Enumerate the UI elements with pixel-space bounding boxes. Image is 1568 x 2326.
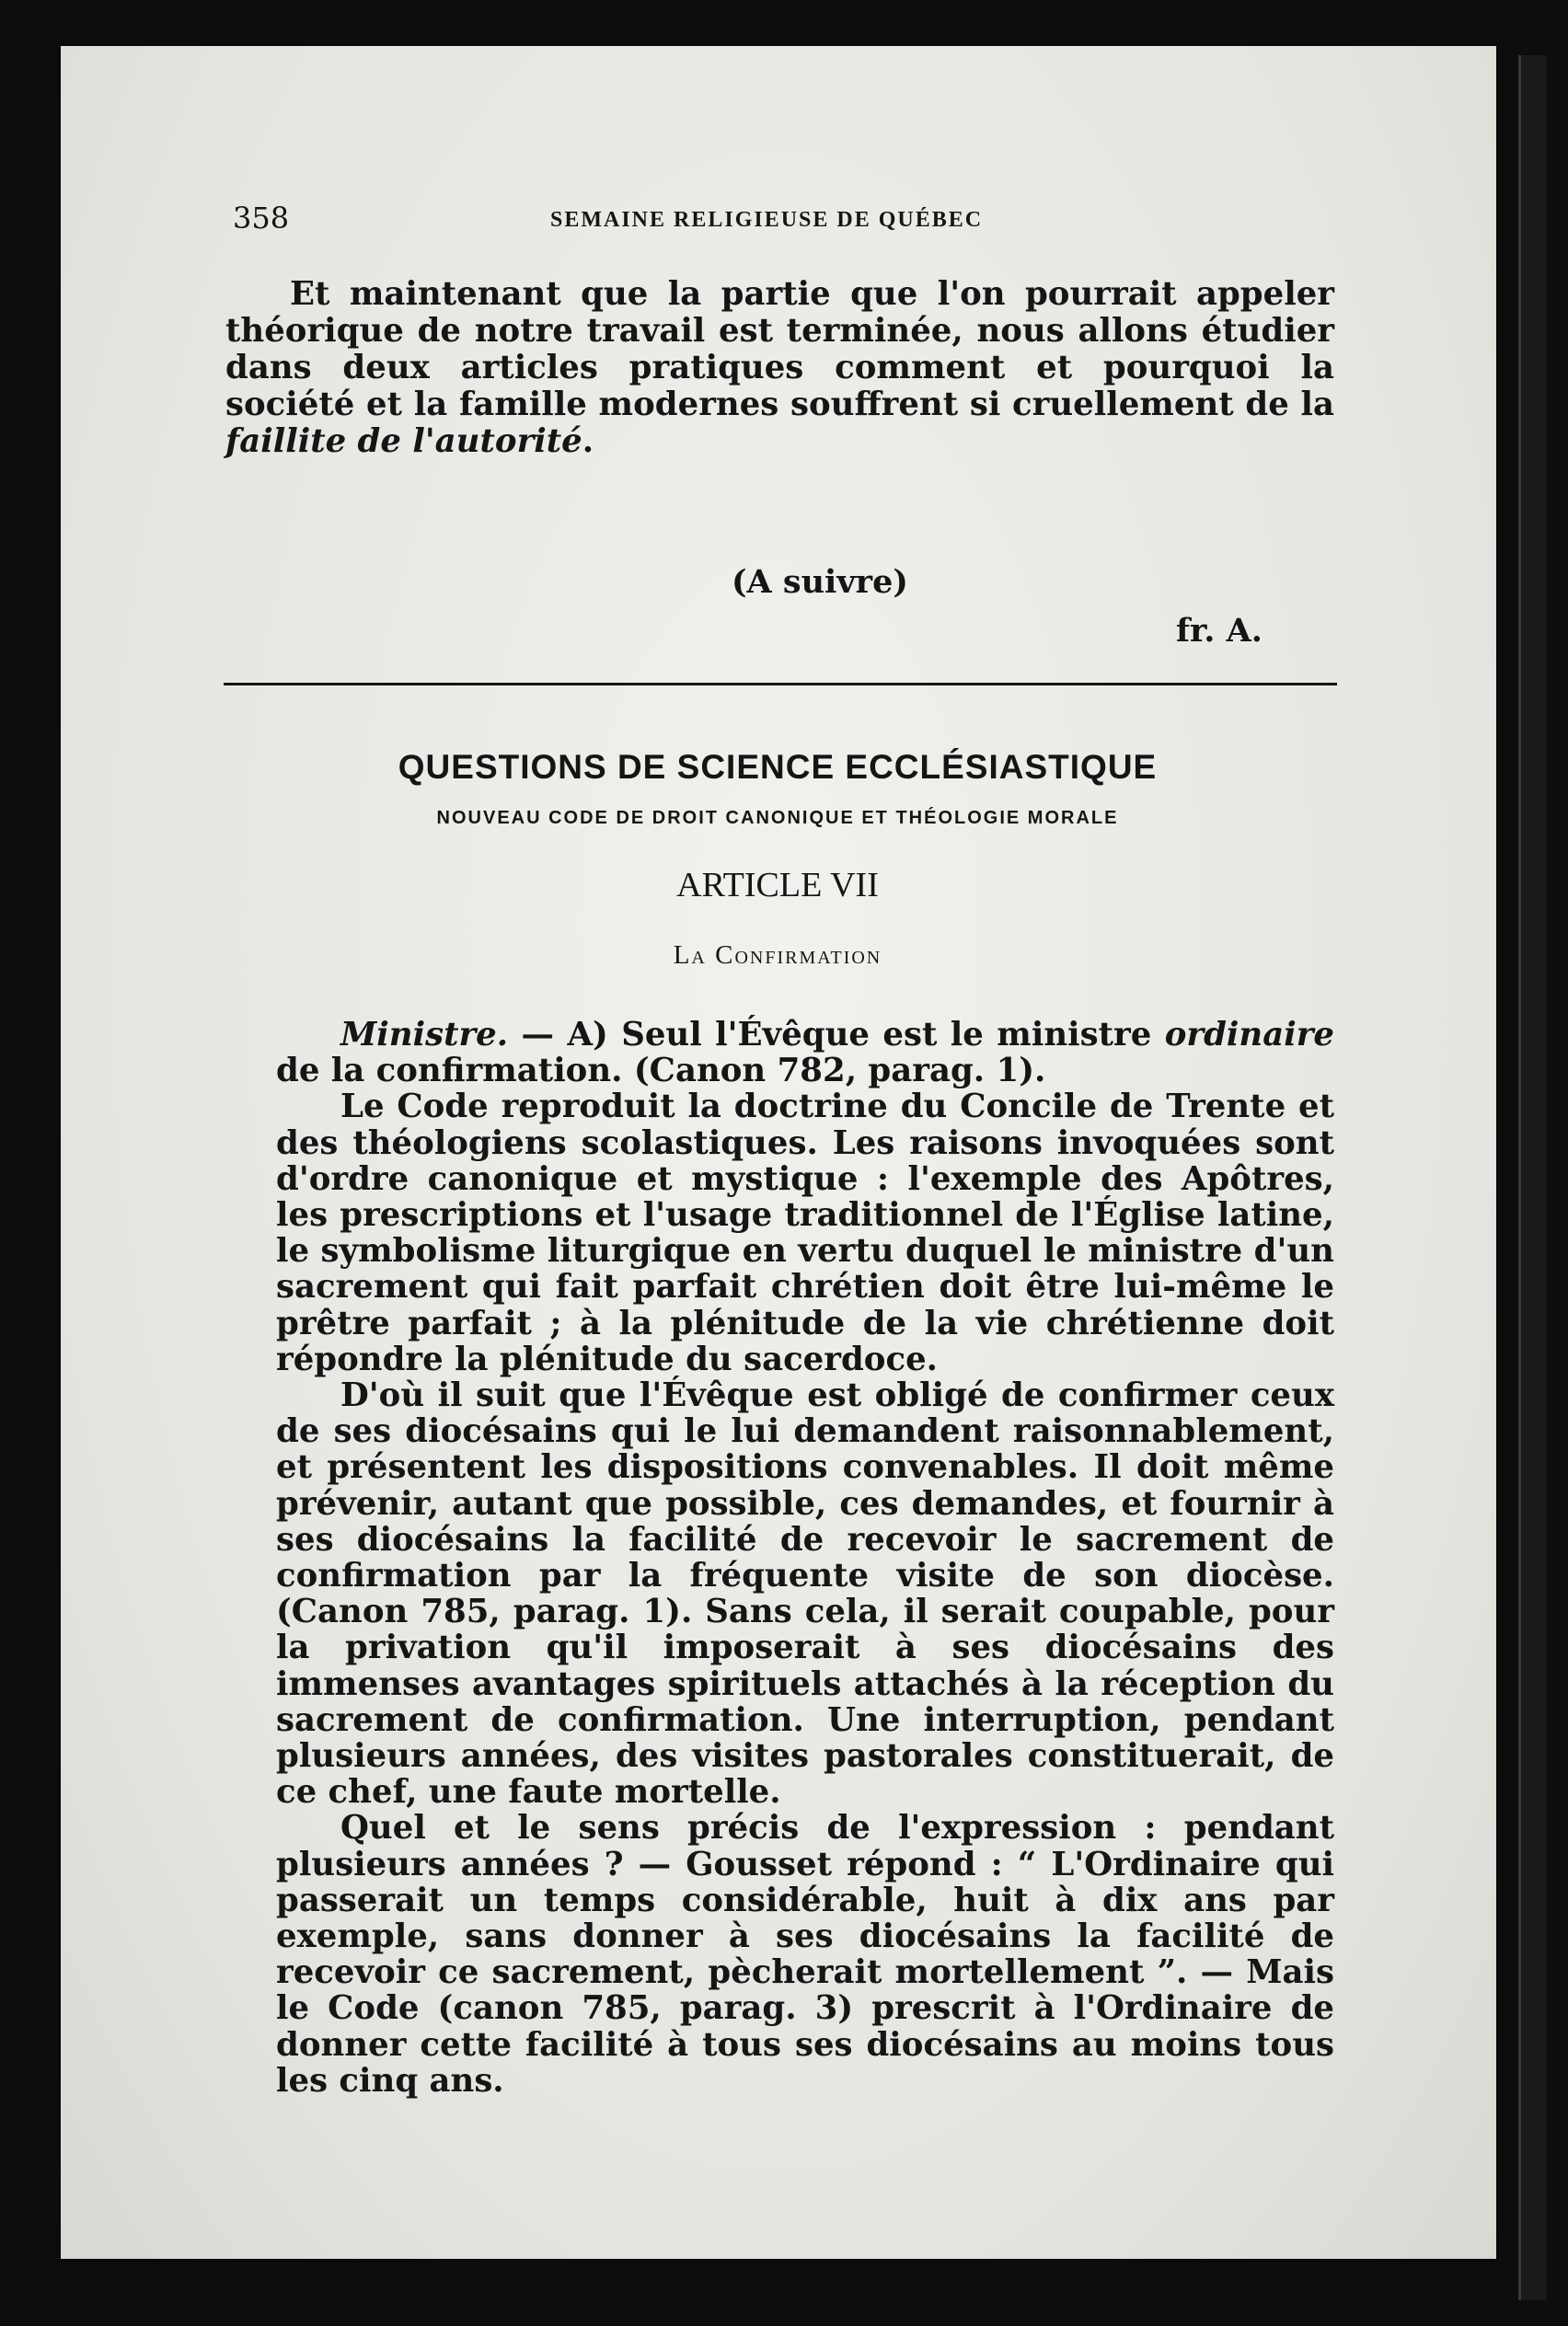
section-title: QUESTIONS DE SCIENCE ECCLÉSIASTIQUE — [398, 748, 1158, 786]
page-number: 358 — [233, 201, 290, 236]
p1-text-b: de la confirmation. (Canon 782, parag. 1). — [276, 1052, 1046, 1090]
intro-paragraph-block — [225, 276, 1334, 460]
p1-text-a: — A) Seul l'Évêque est le ministre — [508, 1016, 1165, 1054]
intro-emphasis: faillite de l'autorité — [225, 422, 582, 460]
intro-text-after: . — [582, 422, 594, 460]
author-signature: fr. A. — [1176, 612, 1262, 650]
intro-paragraph — [225, 276, 1334, 460]
body-paragraph-3: D'où il suit que l'Évêque est obligé de confirmer ceux de ses diocésains qui le lui demandent raisonnablement, et présentent les dispositions convenables. Il doit même prévenir, autant que possible, ces demandes, et fournir à ses diocésains la facilité de recevoir le sacrement de confirmation par la fréquente visite de son diocèse. (Canon 785, parag. 1). Sans cela, il serait coupable, pour la privation qu'il imposerait à ses diocésains des immenses avantages spirituels attachés à la réception du sacrement de confirmation. Une interruption, pendant plusieurs années, des visites pastorales constituerait, de ce chef, une faute mortelle. — [276, 1376, 1334, 1812]
body-paragraph-4: Quel et le sens précis de l'expression : pendant plusieurs années ? — Gousset répond : “ L'Ordinaire qui passerait un temps considérable, huit à dix ans par exemple, sans donner à ses diocésains la facilité de recevoir ce sacrement, pècherait mortellement ”. — Mais le Code (canon 785, parag. 3) prescrit à l'Ordinaire de donner cette facilité à tous ses diocésains au moins tous les cinq ans. — [276, 1809, 1334, 2100]
intro-text-before: Et maintenant que la partie que l'on pourrait appeler théorique de notre travail est terminée, nous allons étudier dans deux articles pratiques comment et pourquoi la société et la famille modernes souffrent si cruellement de la — [225, 275, 1334, 423]
section-subtitle: NOUVEAU CODE DE DROIT CANONIQUE ET THÉOLOGIE MORALE — [436, 808, 1119, 828]
body-paragraph-2: Le Code reproduit la doctrine du Concile de Trente et des théologiens scolastiques. Les raisons invoquées sont d'ordre canonique et mystique : l'exemple des Apôtres, les prescriptions et l'usage traditionnel de l'Église latine, le symbolisme liturgique en vertu duquel le ministre d'un sacrement qui fait parfait chrétien doit être lui-même le prêtre parfait ; à la plénitude de la vie chrétienne doit répondre la plénitude du sacerdoce. — [276, 1088, 1334, 1378]
section-divider — [224, 683, 1337, 685]
film-frame-edge — [1518, 55, 1547, 2300]
article-title: ARTICLE VII — [676, 866, 879, 904]
paragraph-label: Ministre. — [340, 1016, 509, 1054]
article-subtitle: La Confirmation — [673, 940, 882, 970]
running-title: SEMAINE RELIGIEUSE DE QUÉBEC — [550, 208, 984, 232]
to-be-continued: (A suivre) — [732, 563, 908, 601]
body-paragraph-1 — [276, 1017, 1334, 1088]
p1-emphasis: ordinaire — [1164, 1016, 1334, 1054]
article-body — [276, 1017, 1334, 2099]
page-header — [233, 201, 1153, 252]
